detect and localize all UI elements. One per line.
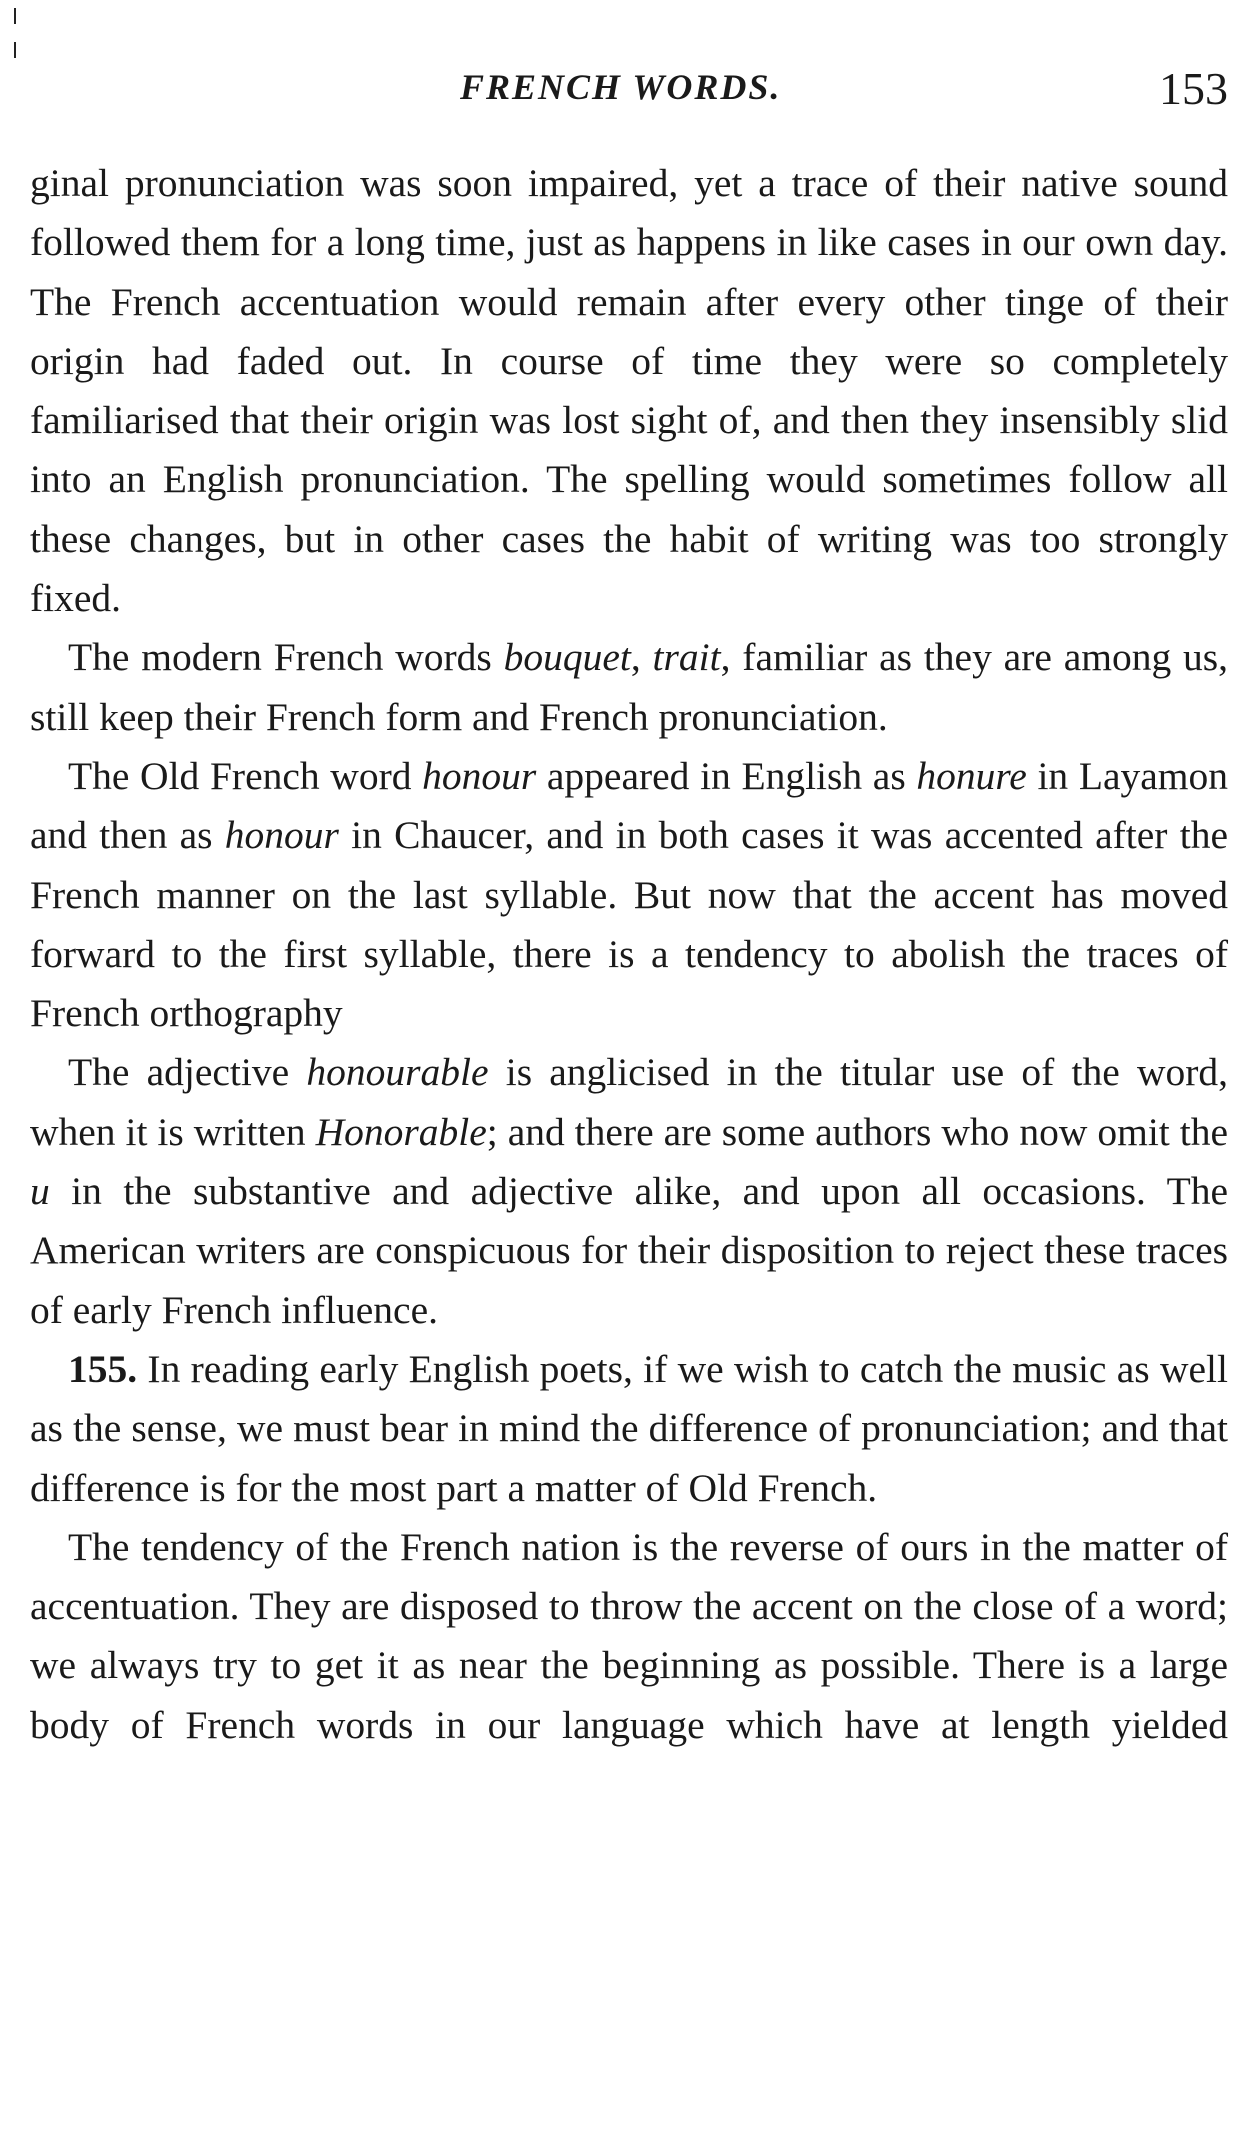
text-run: in the substantive and adjective alike, and upon all occasions. The American writers are conspicuous for their disposition to reject these traces of early French influence. (30, 1169, 1228, 1332)
scan-edge-mark (14, 8, 16, 24)
paragraph-honourable (30, 1043, 1228, 1339)
text-run: The adjective (68, 1050, 307, 1095)
text-run: The modern French words (68, 635, 504, 680)
body-text (30, 154, 1228, 1755)
italic-term: honour (422, 753, 537, 798)
text-run: The tendency of the French nation is the reverse of ours in the matter of accentuation. They are disposed to throw the accent on the close of a word; we always try to get it as near the beginning as possible. There is a large body of French words in our language which have at length yielded (30, 1524, 1228, 1747)
text-run: ; and there are some authors who now omit the (486, 1109, 1228, 1154)
italic-term: Honorable (315, 1109, 487, 1154)
paragraph-honour (30, 747, 1228, 1043)
page-header (30, 62, 1228, 122)
text-run: ginal pronunciation was soon impaired, yet a trace of their native sound followed them for a long time, just as happens in like cases in our own day. The French accentuation would remain after every other tinge of their origin had faded out. In course of time they were so completely familiarised that their origin was lost sight of, and then they insensibly slid into an English pronunciation. The spelling would sometimes follow all these changes, but in other cases the habit of writing was too strongly fixed. (30, 161, 1228, 621)
italic-term: bouquet (503, 635, 631, 680)
paragraph-155 (30, 1340, 1228, 1518)
text-run: , familiar as they are among us, still keep their French form and French pronunciation. (30, 635, 1229, 739)
text-run: The Old French word (68, 753, 423, 798)
paragraph-continuation (30, 154, 1228, 628)
italic-term: u (30, 1169, 50, 1214)
scan-edge-mark (14, 42, 16, 58)
text-run: in Chaucer, and in both cases it was accented after the French manner on the last syllable. But now that the accent has moved forward to the first syllable, there is a tendency to abolish the traces of French orthography (30, 813, 1228, 1036)
text-run: in Layamon and then as (30, 753, 1228, 858)
text-run: appeared in English as (536, 753, 917, 798)
italic-term: trait (652, 635, 721, 680)
running-title: FRENCH WORDS. (460, 67, 782, 107)
italic-term: honure (916, 753, 1027, 798)
paragraph-accentuation (30, 1518, 1228, 1755)
page-number: 153 (1159, 63, 1228, 114)
text-run: In reading early English poets, if we wish to catch the music as well as the sense, we must bear in mind the difference of pronunciation; and that difference is for the most part a matter of Old French. (30, 1346, 1228, 1510)
italic-term: honour (224, 813, 339, 858)
paragraph-modern-french-words (30, 628, 1228, 747)
text-run: is anglicised in the titular use of the word, when it is written (30, 1050, 1229, 1154)
italic-term: honourable (306, 1050, 489, 1095)
section-number: 155. (68, 1346, 138, 1391)
text-run: , (630, 635, 653, 680)
